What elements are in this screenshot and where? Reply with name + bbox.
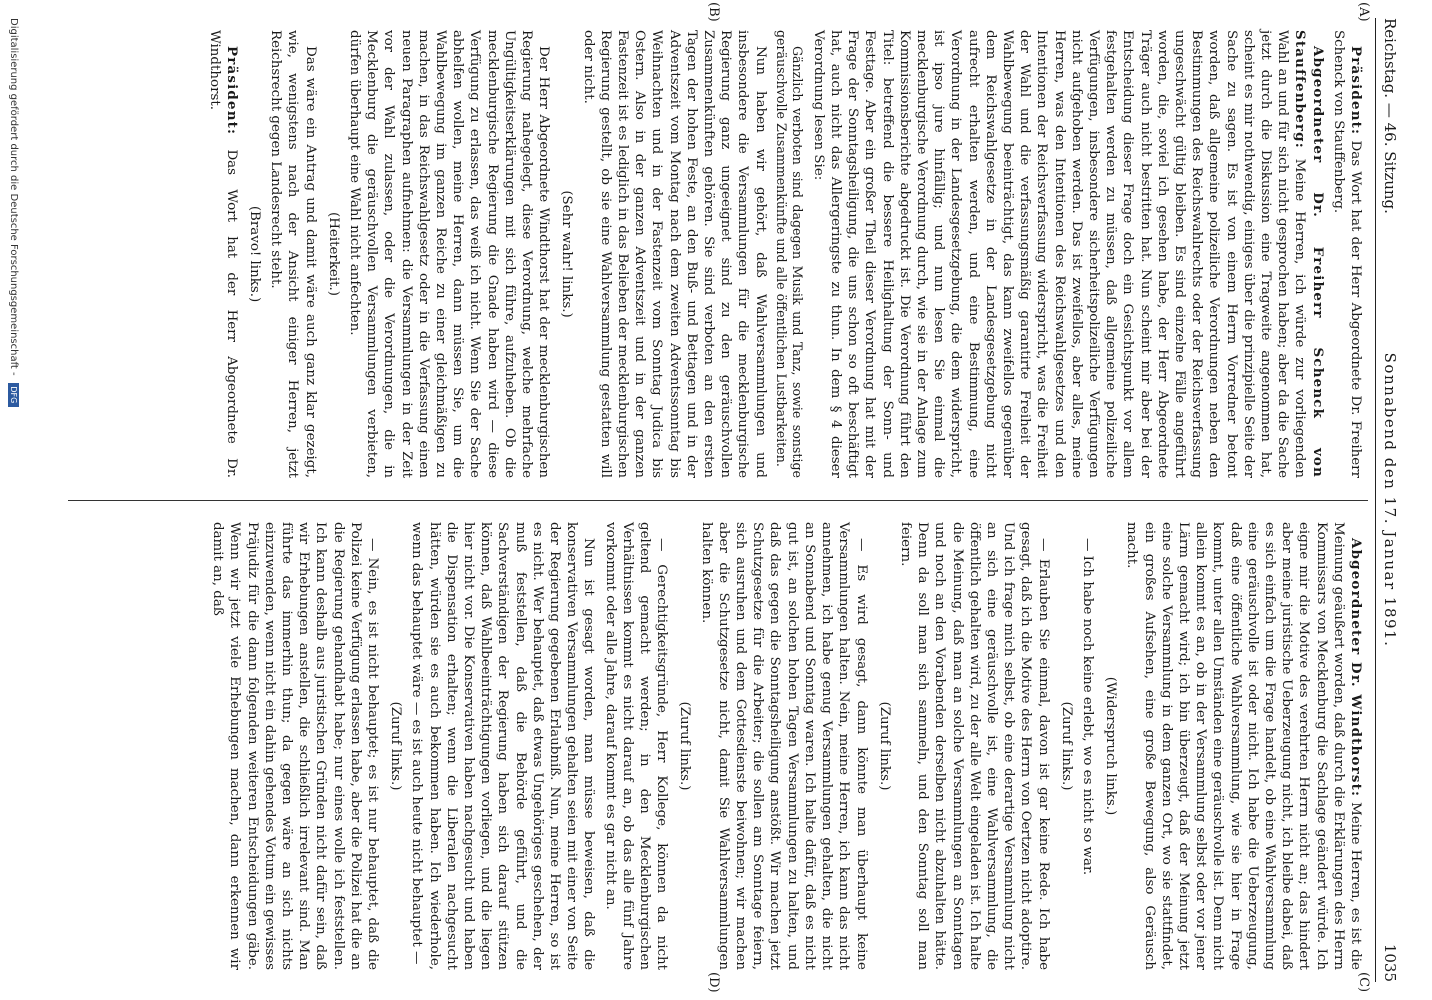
paragraph: Das wäre ein Antrag und damit wäre auch ganz klar gezeigt, wie, wenigstens nach der Ansicht einiger Herren, jetzt Reichsrecht gegen Landesrecht steht.: [268, 30, 318, 478]
audience-reaction: (Zuruf links.): [1058, 701, 1074, 791]
credit-text: Digitalisierung gefördert durch die Deutsche Forschungsgemeinschaft -: [8, 18, 19, 376]
header-left: Reichstag. — 46. Sitzung.: [1381, 18, 1399, 214]
speaker-name: Präsident:: [223, 46, 240, 136]
right-column: [205, 522, 1364, 970]
margin-mark-a: (A): [1356, 2, 1371, 22]
paragraph: — Erlauben Sie einmal, davon ist gar keine Rede. Ich habe gesagt, daß ich die Motive des Herrn von Oertzen nicht adoptire. Und ich frage mich selbst, ob eine derartige Versammlung nicht an sich eine geräuschvolle ist, eine Wahlversammlung, die öffentlich gehalten wird, zu der alle Welt eingeladen ist. Ich halte die Meinung, daß man an solche Versammlungen an Sonntagen und noch an den Vorabenden derselben nicht abzuhalten hätte. Denn da soll man sich sammeln, und den Sonntag soll man feiern.: [897, 522, 1051, 970]
speaker-name: Präsident:: [1348, 46, 1364, 136]
left-column: [201, 30, 1364, 478]
margin-mark-b: (B): [706, 2, 721, 22]
paragraph-text: Meine Herren, es ist die Meinung geäußert worden, daß durch die Erklärungen des Herrn Kommissars von Mecklenburg die Sachlage geändert würde. Ich eigne mir die Motive des verehrten Herrn nicht an; das hindert aber meine juristische Ueberzeugung nicht, ich bleibe dabei, daß es sich einfach um die Frage handelt, ob eine Wahlversammlung eine geräuschvolle ist oder nicht. Ich habe die Ueberzeugung, daß eine öffentliche Wahlversammlung, wie sie hier in Frage kommt, unter allen Umständen eine geräuschvolle ist. Denn nicht allein kommt es an, ob in der Versammlung selbst oder vor jener Lärm gemacht wird; ich bin überzeugt, daß der Meinung jetzt eine solche Versammlung in dem ganzen Ort, wo sie stattfindet, ein großes Aufsehen, eine große Bewegung, also Geräusch macht.: [1124, 522, 1363, 970]
paragraph: [1123, 522, 1364, 970]
audience-reaction: (Sehr wahr! links.): [559, 190, 575, 318]
audience-reaction: (Zuruf links.): [876, 701, 892, 791]
paragraph: Nun haben wir gehört, daß Wahlversammlungen und insbesondere die Versammlungen für die mecklenburgische Regierung ganz ungeeignet sind zu den geräuschvollen Zusammenkünften gehören. Sie sind verboten an den ersten Tagen der hohen Feste, an den Buß- und Bettagen und in der Adventszeit vom Montag nach dem zweiten Adventssonntag bis Weihnachten und in der Fastenzeit vom Sonntag Judica bis Ostern. Also in der ganzen Adventszeit und in der ganzen Fastenzeit ist es lediglich in das Belieben der mecklenburgischen Regierung gestellt, ob sie eine Wahlversammlung gestatten will oder nicht.: [580, 30, 768, 478]
margin-mark-c: (C): [1356, 972, 1371, 993]
paragraph-text: Meine Herren, ich würde zur vorliegenden Wahl an und für sich nicht gesprochen haben; aber da die Sache jetzt durch die Diskussion eine Tragweite angenommen hat, scheint es mir nothwendig, einiges über die prinzipielle Seite der Sache zu sagen. Es ist von einem Herrn Vorredner betont worden, daß allgemeine polizeiliche Verordnungen neben den Bestimmungen des Reichswahlrechts oder der Reichsverfassung ungeschwächt gültig bleiben. Es sind einzelne Fälle angeführt worden, die, soviel ich gesehen habe, der Herr Abgeordnete Träger auch nicht bestritten hat. Nun scheint mir aber bei der Entscheidung dieser Frage doch ein Gesichtspunkt vor allem festgehalten werden zu müssen, daß allgemeine polizeiliche Verfügungen, insbesondere sicherheitspolizeiliche Verfügungen nicht aufgehoben werden. Das ist zweifellos, aber alles, meine Herren, was den Intentionen des Reichswahlgesetzes und den Intentionen der Reichsverfassung widerspricht, was die Freiheit der Wahl und die verfassungsmäßig garantirte Freiheit der Wahlbewegung beeinträchtigt, das kann zweifellos gegenüber dem Reichswahlgesetze in der Landesgesetzgebung nicht aufrecht erhalten werden, und eine Bestimmung, eine Verordnung in der Landesgesetzgebung, die dem widerspricht, ist ipso jure hinfällig; und nun lesen Sie einmal die mecklenburgische Verordnung durch, wie sie in der Anlage zum Kommissionsberichte abgedruckt ist. Die Verordnung führt den Titel: betreffend die bessere Heilighaltung der Sonn- und Festtage. Aber ein großer Theil dieser Verordnung hat mit der Frage der Sonntagsheiligung, die uns schon so oft beschäftigt hat, auch nicht das Allergeringste zu thun. In dem § 4 dieser Verordnung lesen Sie:: [810, 30, 1308, 478]
digitization-credit: [5, 18, 22, 407]
paragraph-text: Das Wort hat der Herr Abgeordnete Dr. Freiherr Schenck von Stauffenberg.: [1330, 30, 1363, 478]
page-header: [1375, 18, 1398, 982]
page-number: 1035: [1381, 943, 1399, 982]
header-date: Sonnabend den 17. Januar 1891.: [1381, 352, 1399, 648]
paragraph: — Nein, es ist nicht behauptet; es ist nur behauptet, daß die Polizei keine Verfügung erlassen habe, aber die Polizei hat die an die Regierung gehandhabt habe; nur eines wolle ich feststellen. Ich kann deshalb aus juristischen Gründen nicht dafür sein, daß wir Erhebungen anstellen, die schließlich irrelevant sind. Man führte das immerhin thun; da gegen wäre an sich nichts einzuwenden, wenn nicht ein dahin gehendes Votum ein gewisses Präjudiz für die dann folgenden weiteren Entscheidungen gäbe. Wenn wir jetzt viele Erhebungen machen, dann erkennen wir damit an, daß: [210, 522, 381, 970]
audience-reaction: (Zuruf links.): [388, 701, 404, 791]
dfg-logo: DFG: [9, 383, 20, 407]
paragraph: — Ich habe noch keine erlebt, wo es nicht so war.: [1079, 538, 1095, 876]
column-divider: [68, 500, 1368, 501]
paragraph: Nun ist gesagt worden, man müsse beweisen, daß die konservativen Versammlungen gehalten seien mit einer von Seite der Regierung gegebenen Erlaubniß. Nun, meine Herren, so ist es nicht. Wer behauptet, daß etwas Ungehöriges geschehen, der muß feststellen, daß die Behörde geführt, und die Sachverständigen der Regierung haben sich darauf stützen können, daß Wahlbeeinträchtigungen vorliegen, und die liegen hier nicht vor. Die Konservativen haben nachgesucht und haben die Dispensation erhalten; wenn die Liberalen nachgesucht hätten, würden sie es auch bekommen haben. Ich wiederhole, wenn das behauptet wäre — es ist auch heute nicht behauptet —: [409, 522, 597, 970]
paragraph: — Gerechtigkeitsgründe, Herr Kollege, können da nicht geltend gemacht werden; in den Mecklenburgischen Verhältnissen kommt es nicht darauf an, ob das alle fünf Jahre vorkommt oder alle Jahre, darauf kommt es gar nicht an.: [602, 522, 670, 970]
paragraph-text: Das Wort hat der Herr Abgeordnete Dr. Windthorst.: [206, 30, 239, 478]
speaker-name: Abgeordneter Dr. Windthorst:: [1348, 538, 1364, 798]
speaker-name: Abgeordneter Dr. Freiherr Schenck von Stauffenberg:: [1292, 30, 1326, 478]
paragraph: [205, 30, 239, 478]
audience-reaction: (Heiterkeit.): [325, 212, 341, 296]
paragraph: Der Herr Abgeordnete Windthorst hat der mecklenburgischen Regierung nahegelegt, diese Verordnung, welche mehrfache Ungültigkeitserklärungen mit sich führe, aufzuheben. Ob die mecklenburgische Regierung die Gnade haben wird — diese Verfügung zu erlassen, das weiß ich nicht. Wenn Sie der Sache abhelfen wollen, meine Herren, dann müssen Sie, um die Wahlbewegung im ganzen Reiche zu einer gleichmäßigen zu machen, in das Reichswahlgesetz oder in die Verfassung einen neuen Paragraphen aufnehmen: die Versammlungen in der Zeit vor der Wahl zulassen, oder die Verordnungen, die in Mecklenburg die geräuschvollen Versammlungen verbieten, dürfen überhaupt eine Wahl nicht anfechten.: [347, 30, 552, 478]
page: [2, 0, 1412, 1000]
audience-reaction: (Widerspruch links.): [1103, 676, 1119, 816]
margin-mark-d: (D): [706, 972, 721, 993]
quoted-paragraph: Gänzlich verboten sind dagegen Musik und Tanz, sowie sonstige geräuschvolle Zusammenkünfte und alle öffentlichen Lustbarkeiten.: [774, 30, 806, 478]
audience-reaction: (Bravo! links.): [247, 205, 262, 303]
audience-reaction: (Zuruf links.): [677, 701, 693, 791]
paragraph: [1330, 30, 1364, 478]
paragraph: — Es wird gesagt, dann könnte man überhaupt keine Versammlungen halten. Nein, meine Herren, ich kann das nicht annehmen, ich habe genug Versammlungen gehalten, die nicht an Sonnabend und Sonntag waren. Ich halte dafür, daß es nicht gut ist, an solchen hohen Tagen Versammlungen zu halten, und daß das gegen die Sonntagsheiligung anstößt. Wir machen jetzt Schutzgesetze für die Arbeiter; die sollen am Sonntage feiern, sich ausruhen und dem Gottesdienste beiwohnen; wir machen aber die Schutzgesetze nicht, damit Sie Wahlversammlungen halten können.: [698, 522, 869, 970]
paragraph: [810, 30, 1326, 478]
